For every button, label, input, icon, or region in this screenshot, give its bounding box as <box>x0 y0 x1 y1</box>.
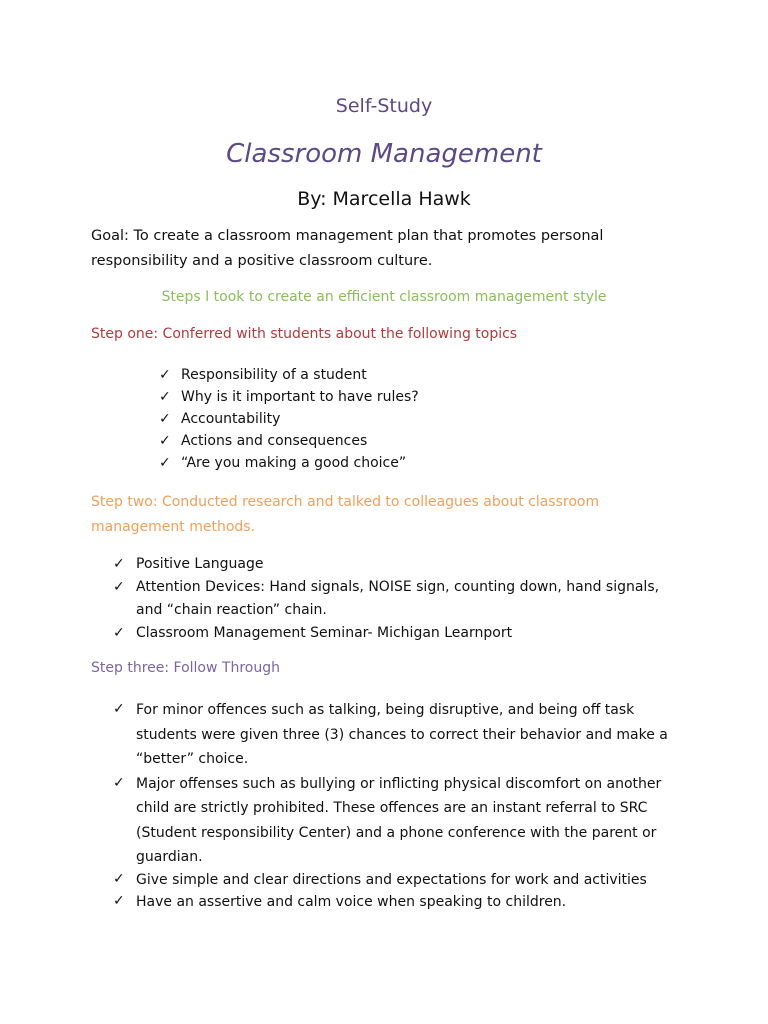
list-item-text: Why is it important to have rules? <box>181 389 419 405</box>
list-item <box>113 698 678 772</box>
list-item <box>159 408 579 430</box>
list-item-text: Actions and consequences <box>181 433 368 449</box>
checkmark-icon: ✓ <box>113 893 125 909</box>
list-item-text: “Are you making a good choice” <box>181 455 407 471</box>
list-item-text: Major offenses such as bullying or inflicting physical discomfort on another child are strictly prohibited. These offences are an instant referral to SRC (Student responsibility Center) and a phone conference with the parent or guardian. <box>136 775 662 865</box>
step-one-heading: Step one: Conferred with students about the following topics <box>91 326 518 342</box>
checkmark-icon: ✓ <box>159 389 171 405</box>
checkmark-icon: ✓ <box>159 367 171 383</box>
list-item <box>159 386 579 408</box>
list-item <box>113 553 673 576</box>
list-item-text: Accountability <box>181 411 281 427</box>
document-subtitle: Self-Study <box>335 95 433 117</box>
list-item-text: Classroom Management Seminar- Michigan Learnport <box>136 625 513 641</box>
list-item <box>113 622 673 645</box>
document-author: By: Marcella Hawk <box>297 188 471 210</box>
document-title: Classroom Management <box>226 139 542 169</box>
list-item <box>113 890 678 915</box>
checkmark-icon: ✓ <box>113 556 125 572</box>
list-item <box>113 772 678 870</box>
list-item <box>113 868 678 893</box>
step-one-list <box>159 364 579 474</box>
list-item-text: Have an assertive and calm voice when speaking to children. <box>136 894 567 910</box>
checkmark-icon: ✓ <box>113 625 125 641</box>
checkmark-icon: ✓ <box>113 579 125 595</box>
checkmark-icon: ✓ <box>159 411 171 427</box>
checkmark-icon: ✓ <box>159 455 171 471</box>
list-item-text: Attention Devices: Hand signals, NOISE sign, counting down, hand signals, and “chain reaction” chain. <box>136 579 660 618</box>
step-two-heading: Step two: Conducted research and talked to colleagues about classroom management methods. <box>91 494 600 535</box>
checkmark-icon: ✓ <box>113 701 125 717</box>
list-item-text: Positive Language <box>136 556 264 572</box>
checkmark-icon: ✓ <box>113 774 125 791</box>
list-item <box>159 364 579 386</box>
list-item-text: Give simple and clear directions and expectations for work and activities <box>136 871 647 888</box>
list-item-text: For minor offences such as talking, being disruptive, and being off task students were given three (3) chances to correct their behavior and make a “better” choice. <box>136 702 668 767</box>
checkmark-icon: ✓ <box>159 433 171 449</box>
goal-paragraph: Goal: To create a classroom management plan that promotes personal responsibility and a positive classroom culture. <box>91 228 604 269</box>
list-item <box>159 430 579 452</box>
checkmark-icon: ✓ <box>113 870 125 887</box>
list-item <box>159 452 579 474</box>
list-item <box>113 576 673 622</box>
step-three-heading: Step three: Follow Through <box>91 660 280 676</box>
step-three-list <box>113 698 678 915</box>
step-two-list <box>113 553 673 645</box>
list-item-text: Responsibility of a student <box>181 367 367 383</box>
steps-heading: Steps I took to create an efficient classroom management style <box>161 289 607 305</box>
